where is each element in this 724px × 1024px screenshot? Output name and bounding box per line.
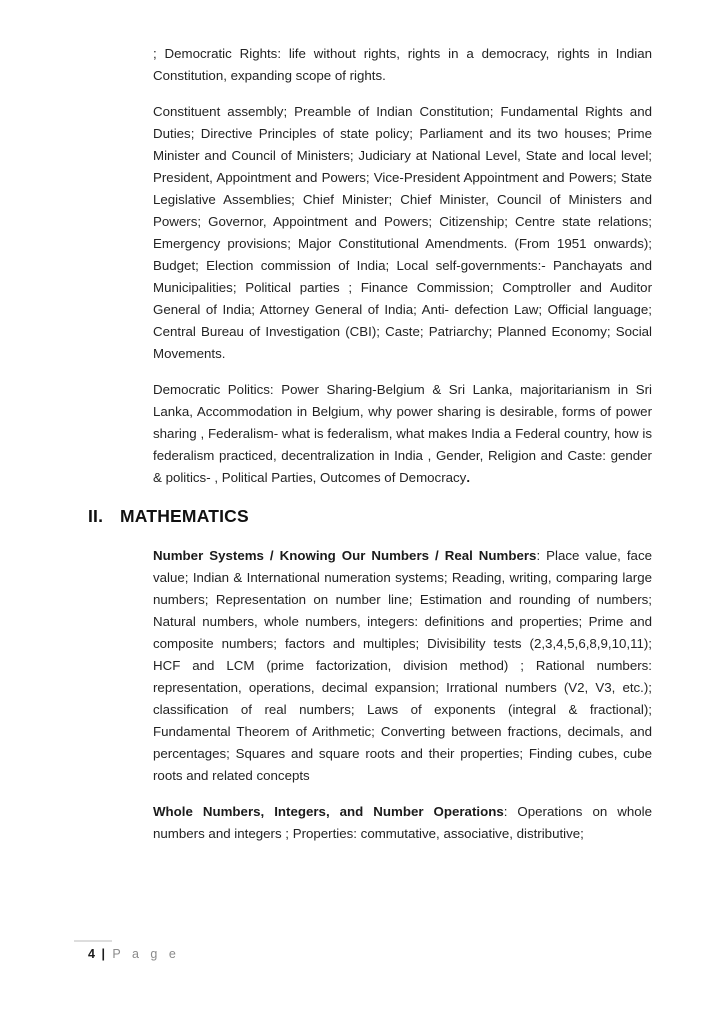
paragraph-number-systems bbox=[153, 545, 652, 787]
paragraph-text: Democratic Politics: Power Sharing-Belgium & Sri Lanka, majoritarianism in Sri Lanka, Accommodation in Belgium, why power sharing is desirable, forms of power sharing , Federalism- what is federalism, what makes India a Federal country, how is federalism practiced, decentralization in India , Gender, Religion and Caste: gender & politics- , Political Parties, Outcomes of Democracy bbox=[153, 382, 652, 485]
paragraph-bold-lead: Whole Numbers, Integers, and Number Operations bbox=[153, 804, 504, 819]
page-number: 4 bbox=[88, 947, 95, 961]
section-number: II. bbox=[88, 506, 104, 526]
paragraph-bold-lead: Number Systems / Knowing Our Numbers / Real Numbers bbox=[153, 548, 537, 563]
paragraph-democratic-politics bbox=[153, 379, 652, 489]
paragraph-text: : Operations on whole numbers and integers ; Properties: commutative, associative, distributive; bbox=[153, 804, 652, 841]
paragraph-constitution-topics bbox=[153, 101, 652, 365]
footer-rule bbox=[74, 940, 112, 942]
paragraph-democratic-rights bbox=[153, 43, 652, 87]
page-footer bbox=[88, 946, 180, 962]
paragraph-whole-numbers bbox=[153, 801, 652, 845]
footer-separator: | bbox=[101, 947, 105, 961]
paragraph-text: Constituent assembly; Preamble of Indian Constitution; Fundamental Rights and Duties; Directive Principles of state policy; Parliament and its two houses; Prime Minister and Council of Ministers; Judiciary at National Level, State and local level; President, Appointment and Powers; Vice-President Appointment and Powers; State Legislative Assemblies; Chief Minister; Chief Minister, Council of Ministers and Powers; Governor, Appointment and Powers; Citizenship; Centre state relations; Emergency provisions; Major Constitutional Amendments. (From 1951 onwards); Budget; Election commission of India; Local self-governments:- Panchayats and Municipalities; Political parties ; Finance Commission; Comptroller and Auditor General of India; Attorney General of India; Anti- defection Law; Official language; Central Bureau of Investigation (CBI); Caste; Patriarchy; Planned Economy; Social Movements. bbox=[153, 104, 652, 361]
section-title: MATHEMATICS bbox=[120, 506, 249, 526]
section-heading-mathematics bbox=[88, 504, 652, 529]
paragraph-text: ; Democratic Rights: life without rights, rights in a democracy, rights in Indian Constitution, expanding scope of rights. bbox=[153, 46, 652, 83]
footer-page-label: P a g e bbox=[112, 947, 180, 961]
paragraph-text: : Place value, face value; Indian & International numeration systems; Reading, writing, comparing large numbers; Representation on number line; Estimation and rounding of numbers; Natural numbers, whole numbers, integers: definitions and properties; Prime and composite numbers; factors and multiples; Divisibility tests (2,3,4,5,6,8,9,10,11); HCF and LCM (prime factorization, division method) ; Rational numbers: representation, operations, decimal expansion; Irrational numbers (V2, V3, etc.); classification of real numbers; Laws of exponents (integral & fractional); Fundamental Theorem of Arithmetic; Converting between fractions, decimals, and percentages; Squares and square roots and their properties; Finding cubes, cube roots and related concepts bbox=[153, 548, 652, 783]
paragraph-bold-suffix: . bbox=[466, 470, 471, 485]
